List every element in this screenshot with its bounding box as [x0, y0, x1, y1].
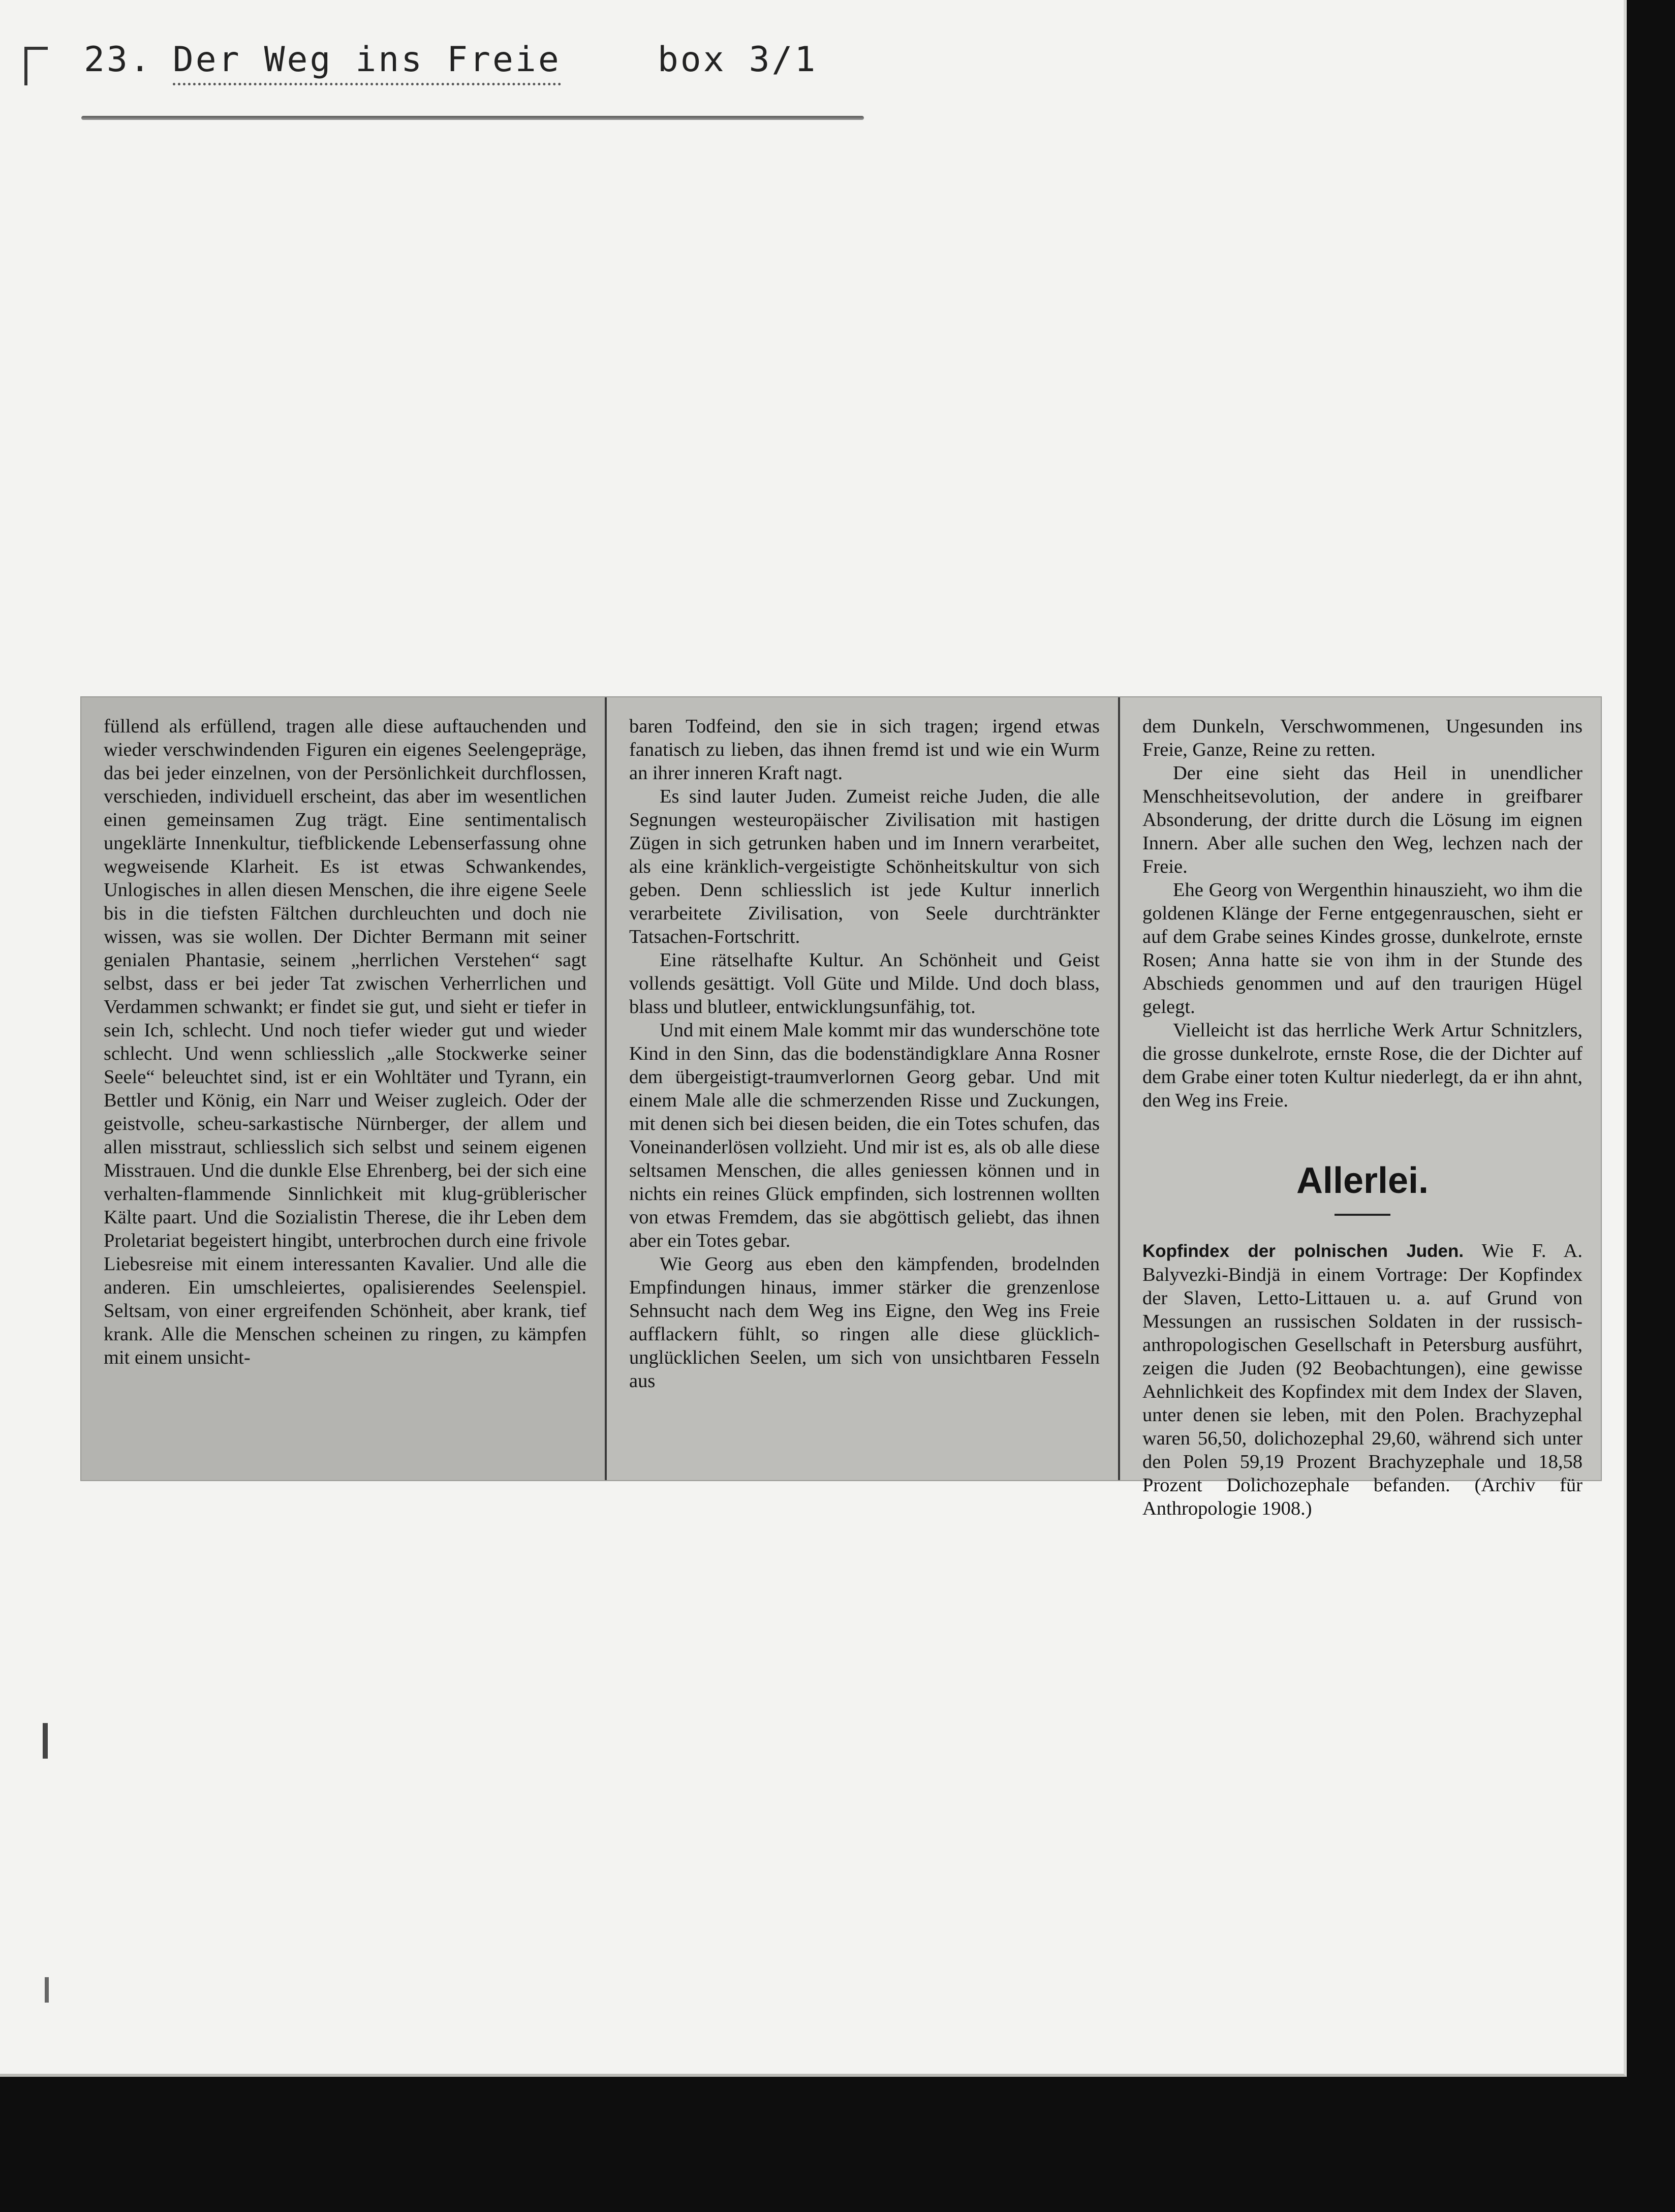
- notice-title: Kopfindex der polnischen Juden.: [1142, 1241, 1464, 1261]
- section-heading: Allerlei.: [1296, 1160, 1429, 1201]
- article-column-3: [1118, 697, 1601, 1519]
- label-number: 23.: [84, 40, 152, 80]
- label-box: box 3/1: [657, 40, 818, 80]
- col2-paragraph-1: baren Todfeind, den sie in sich tragen; irgend etwas fanatisch zu lieben, das ihnen fremd ist und wie ein Wurm an ihrer inneren Kraft nagt.: [629, 716, 1100, 784]
- article-column-1: [81, 697, 605, 1480]
- notice-paragraph: [1142, 1239, 1583, 1520]
- label-underline: [81, 116, 864, 120]
- heading-rule: [1335, 1214, 1390, 1216]
- edge-mark: [43, 1723, 48, 1759]
- article-column-2: [605, 697, 1118, 1480]
- col3-paragraph-3: Ehe Georg von Wergenthin hinauszieht, wo ihm die goldenen Klänge der Ferne entgegenrauschen, sieht er auf dem Grabe seines Kindes grosse, dunkelrote, ernste Rosen; Anna hatte sie von ihm in der Stunde des Abschieds genommen und auf den traurigen Hügel gelegt.: [1142, 879, 1583, 1018]
- notice-text: Wie F. A. Balyvezki-Bindjä in einem Vortrage: Der Kopfindex der Slaven, Letto-Littauen u. a. auf Grund von Messungen an russischen Soldaten in der russisch-anthropologischen Gesellschaft in Petersburg ausführt, zeigen die Juden (92 Beobachtungen), eine gewisse Aehnlichkeit des Kopfindex mit dem Index der Slaven, unter denen sie leben, mit den Polen. Brachyzephal waren 56,50, dolichozephal 29,60, während sich unter den Polen 59,19 Prozent Brachyzephale und 18,58 Prozent Dolichozephale befanden. (Archiv für Anthropologie 1908.): [1142, 1240, 1583, 1519]
- col2-paragraph-5: Wie Georg aus eben den kämpfenden, brodelnden Empfindungen hinaus, immer stärker die grenzenlose Sehnsucht nach dem Weg ins Eigne, den Weg ins Freie aufflackern fühlt, so ringen alle diese glücklich-unglücklichen Seelen, um sich von unsichtbaren Fesseln aus: [629, 1253, 1100, 1392]
- corner-mark: [24, 47, 48, 85]
- archive-label: [84, 40, 817, 80]
- col2-paragraph-4: Und mit einem Male kommt mir das wunderschöne tote Kind in den Sinn, das die bodenständigklare Anna Rosner dem übergeistigt-traumverlornen Georg gebar. Und mit einem Male alle die schmerzenden Risse und Zuckungen, mit denen sich bei diesen beiden, die ein Totes schufen, das Voneinanderlösen vollzieht. Und mir ist es, als ob alle diese seltsamen Menschen, die alles geniessen können und in nichts ein reines Glück empfinden, sich lostrennen wollten von etwas Fremdem, das sie abgöttisch geliebt, das ihnen aber ein Totes gebar.: [629, 1020, 1100, 1251]
- col2-paragraph-2: Es sind lauter Juden. Zumeist reiche Juden, die alle Segnungen westeuropäischer Zivilisation mit hastigen Zügen in sich getrunken haben und im Innern verarbeitet, als eine kränklich-vergeistigte Schönheitskultur von sich geben. Denn schliesslich ist jede Kultur innerlich verarbeitete Zivilisation, von Seele durchtränkter Tatsachen-Fortschritt.: [629, 786, 1100, 947]
- col3-paragraph-1: dem Dunkeln, Verschwommenen, Ungesunden ins Freie, Ganze, Reine zu retten.: [1142, 716, 1583, 760]
- edge-mark-lower: [45, 1977, 49, 2003]
- col2-paragraph-3: Eine rätselhafte Kultur. An Schönheit und Geist vollends gesättigt. Voll Güte und Milde. Und doch blass, blass und blutleer, entwicklungsunfähig, tot.: [629, 949, 1100, 1018]
- col1-text: füllend als erfüllend, tragen alle diese auftauchenden und wieder verschwindenden Figuren ein eigenes Seelengepräge, das bei jeder einzelnen, von der Persönlichkeit durchflossen, verschieden, individuell erscheint, das aber im wesentlichen einen gemeinsamen Zug trägt. Eine sentimentalisch ungeklärte Innenkultur, tiefblickende Lebenserfassung ohne wegweisende Klarheit. Es ist etwas Schwankendes, Unlogisches in allen diesen Menschen, die ihre eigene Seele bis in die tiefsten Fältchen durchleuchten und doch nie wissen, was sie wollen. Der Dichter Bermann mit seiner genialen Phantasie, seinem „herrlichen Verstehen“ sagt selbst, dass er bei jeder Tat zwischen Verherrlichen und Verdammen schwankt; er findet sie gut, und sieht er tiefer in sein Ich, schlecht. Und noch tiefer wieder gut und wieder schlecht. Und wenn schliesslich „alle Stockwerke seiner Seele“ beleuchtet sind, ist er ein Wohltäter und Tyrann, ein Bettler und König, ein Narr und Weiser zugleich. Oder der geistvolle, scheu-sarkastische Nürnberger, der allem und allen misstraut, schliesslich sich selbst und seinem eigenen Misstrauen. Und die dunkle Else Ehrenberg, bei der sich eine verhalten-flammende Sinnlichkeit mit klug-grüblerischer Kälte paart. Und die Sozialistin Therese, die ihr Leben dem Proletariat begeistert hingibt, unterbrochen durch eine frivole Liebesreise mit einem interessanten Kavalier. Und alle die anderen. Ein umschleiertes, opalisierendes Seelenspiel. Seltsam, von einer ergreifenden Schönheit, aber krank, tief krank. Alle die Menschen scheinen zu ringen, zu kämpfen mit einem unsicht-: [104, 716, 586, 1368]
- newspaper-clipping: [81, 697, 1601, 1519]
- col3-paragraph-2: Der eine sieht das Heil in unendlicher Menschheitsevolution, der andere in greifbarer Absonderung, der dritte durch die Lösung im eignen Innern. Aber alle suchen den Weg, lechzen nach der Freie.: [1142, 762, 1583, 877]
- col3-paragraph-4: Vielleicht ist das herrliche Werk Artur Schnitzlers, die grosse dunkelrote, ernste Rose, die der Dichter auf dem Grabe einer toten Kultur niederlegt, da er ihn ahnt, den Weg ins Freie.: [1142, 1020, 1583, 1111]
- label-title: Der Weg ins Freie: [173, 40, 561, 85]
